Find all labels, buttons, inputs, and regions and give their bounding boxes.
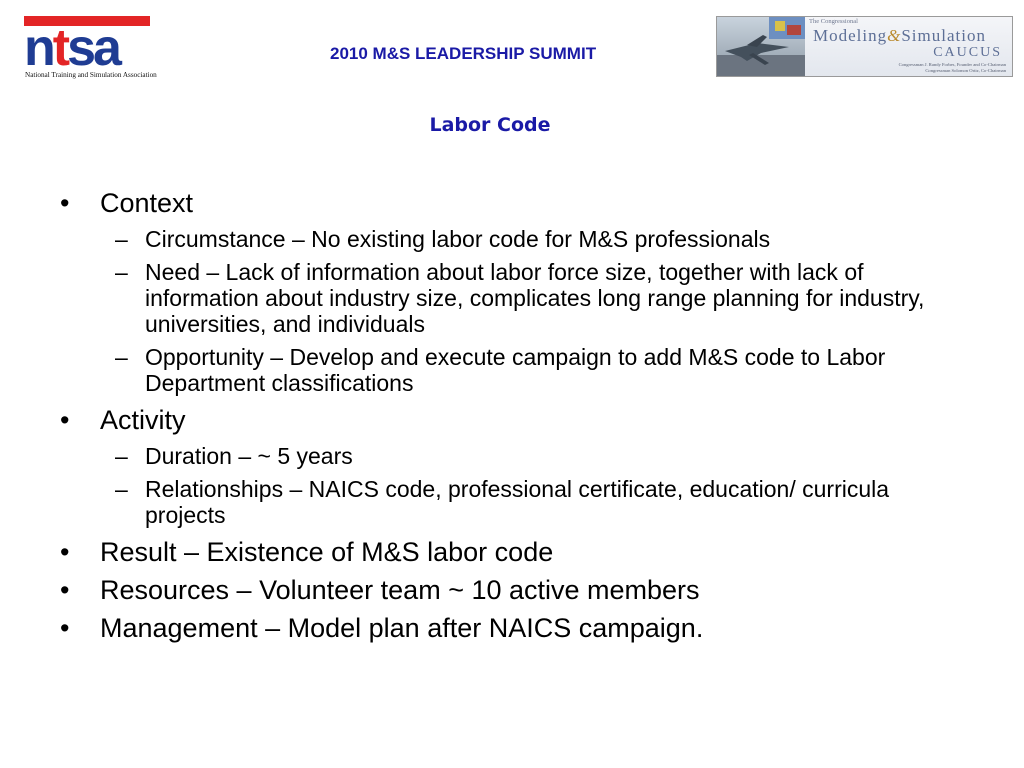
bullet-marker: • [60,613,70,643]
caucus-subtitle: CAUCUS [933,45,1002,60]
sub-bullet-duration: – Duration – ~ 5 years [115,443,353,469]
caucus-names: Congressman J. Randy Forbes, Founder and Co-Chairman Congressman Solomon Ortiz, Co-Chairman [898,62,1006,73]
bullet-resources: • Resources – Volunteer team ~ 10 active members [60,575,700,605]
logo-letters: ntsa [24,19,119,77]
sub-bullet-need: – Need – Lack of information about labor force size, together with lack of information about industry size, complicates long range planning for industry, universities, and individuals [115,259,925,337]
bullet-marker: • [60,537,70,567]
dash-marker: – [115,344,128,370]
sub-bullet-circumstance: – Circumstance – No existing labor code for M&S professionals [115,226,771,252]
caucus-title: Modeling&Simulation [813,26,986,45]
caucus-text-area [805,17,1012,76]
bullet-marker: • [60,188,70,218]
ntsa-logo [24,16,157,82]
bullet-management: • Management – Model plan after NAICS campaign. [60,613,704,643]
bullet-context: • Context [60,188,194,218]
dash-marker: – [115,259,128,285]
dash-marker: – [115,476,128,502]
slide-title: Labor Code [429,114,551,136]
bullet-content [0,188,1024,651]
dash-marker: – [115,443,128,469]
caucus-banner [716,16,1013,77]
sub-bullet-relationships: – Relationships – NAICS code, professional certificate, education/ curricula projects [115,476,890,528]
bullet-activity: • Activity [60,405,186,435]
sub-bullet-opportunity: – Opportunity – Develop and execute campaign to add M&S code to Labor Department classifications [115,344,886,396]
bullet-result: • Result – Existence of M&S labor code [60,537,554,567]
caucus-small-text: The Congressional [809,18,858,25]
dash-marker: – [115,226,128,252]
summit-title: 2010 M&S LEADERSHIP SUMMIT [330,44,597,63]
jet-photo-icon [717,17,805,76]
bullet-marker: • [60,405,70,435]
bullet-marker: • [60,575,70,605]
logo-tagline: National Training and Simulation Association [25,71,157,79]
